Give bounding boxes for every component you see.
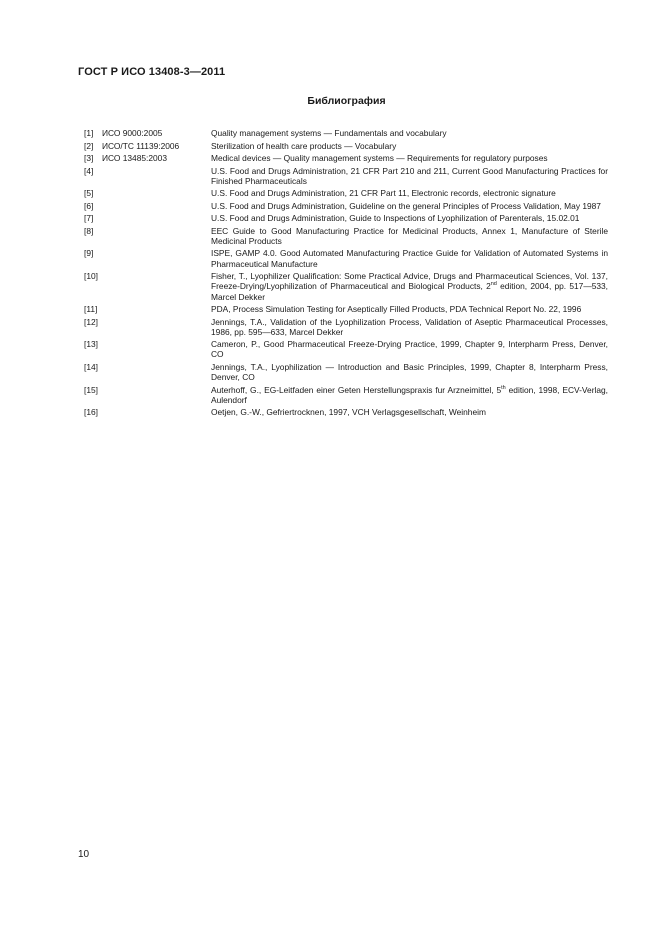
reference-code [102, 248, 211, 268]
reference-item [84, 141, 608, 151]
reference-item [84, 201, 608, 211]
reference-number: [13] [84, 339, 98, 350]
reference-number: [5] [84, 188, 94, 199]
reference-text [211, 248, 608, 268]
reference-text-main: PDA, Process Simulation Testing for Aseptically Filled Products, PDA Technical Report No. 22, 1996 [211, 304, 582, 315]
reference-item [84, 128, 608, 138]
reference-code: ИСО 13485:2003 [102, 153, 167, 163]
reference-code [102, 362, 211, 382]
reference-text [211, 362, 608, 382]
reference-number: [3] [84, 153, 94, 163]
reference-number: [16] [84, 407, 98, 418]
reference-item [84, 213, 608, 223]
reference-text [211, 317, 608, 337]
reference-code [102, 271, 211, 302]
reference-code: ИСО 9000:2005 [102, 128, 163, 138]
reference-text-main: EEC Guide to Good Manufacturing Practice for Medicinal Products, Annex 1, Manufacture of Sterile Medicinal Products [211, 225, 608, 246]
reference-text-main: Quality management systems — Fundamentals and vocabulary [211, 128, 447, 138]
reference-code [102, 385, 211, 405]
reference-text [211, 304, 608, 314]
reference-item [84, 271, 608, 302]
reference-text-main: U.S. Food and Drugs Administration, 21 CFR Part 11, Electronic records, electronic signature [211, 188, 556, 199]
reference-text [211, 271, 608, 302]
reference-number: [1] [84, 128, 94, 138]
reference-number: [14] [84, 361, 98, 372]
reference-item [84, 153, 608, 163]
reference-text-continued: edition, 1998, ECV-Verlag, Aulendorf [211, 384, 608, 405]
reference-text-main: Oetjen, G.-W., Gefriertrocknen, 1997, VCH Verlagsgesellschaft, Weinheim [211, 407, 486, 418]
reference-item [84, 339, 608, 359]
reference-number: [2] [84, 140, 94, 151]
reference-text-main: ISPE, GAMP 4.0. Good Automated Manufacturing Practice Guide for Validation of Automated Systems in Pharmaceutical Manufacture [211, 248, 608, 269]
page-number: 10 [78, 849, 90, 860]
reference-superscript: nd [490, 281, 497, 288]
reference-item [84, 385, 608, 405]
reference-code [102, 317, 211, 337]
reference-text [211, 141, 608, 151]
reference-item [84, 248, 608, 268]
reference-item [84, 362, 608, 382]
reference-code [102, 213, 211, 223]
reference-item [84, 407, 608, 417]
reference-number: [15] [84, 384, 98, 395]
reference-text [211, 226, 608, 246]
reference-text-main: U.S. Food and Drugs Administration, Guideline on the general Principles of Process Validation, May 1987 [211, 200, 601, 211]
reference-code [102, 407, 211, 417]
reference-text [211, 188, 608, 198]
reference-text-main: Jennings, T.A., Lyophilization — Introduction and Basic Principles, 1999, Chapter 8, Interpharm Press, Denver, CO [211, 361, 608, 383]
reference-text-main: U.S. Food and Drugs Administration, Guide to Inspections of Lyophilization of Parenterals, 15.02.01 [211, 213, 580, 224]
reference-list [84, 128, 608, 420]
reference-text-main: Medical devices — Quality management systems — Requirements for regulatory purposes [211, 153, 548, 163]
reference-code [102, 166, 211, 186]
reference-text-main: Cameron, P., Good Pharmaceutical Freeze-Drying Practice, 1999, Chapter 9, Interpharm Press, Denver, CO [211, 339, 608, 360]
reference-code [102, 226, 211, 246]
reference-text [211, 166, 608, 186]
reference-item [84, 317, 608, 337]
reference-text [211, 339, 608, 359]
reference-code [102, 339, 211, 359]
reference-number: [12] [84, 316, 98, 327]
reference-code [102, 304, 211, 314]
reference-code [102, 201, 211, 211]
reference-number: [10] [84, 271, 98, 282]
reference-text [211, 128, 608, 138]
reference-number: [11] [84, 304, 98, 315]
reference-item [84, 226, 608, 246]
reference-text-main: Auterhoff, G., EG-Leitfaden einer Geten Herstellungspraxis fur Arzneimittel, 5 [211, 384, 502, 395]
reference-text-main: Fisher, T., Lyophilizer Qualification: Some Practical Advice, Drugs and Pharmaceutical Sciences, Vol. 137, Freeze-Drying/Lyophilization of Pharmaceutical and Biological Products, 2 [211, 271, 608, 292]
reference-text-continued: edition, 2004, pp. 517—533, Marcel Dekker [211, 281, 609, 302]
reference-text [211, 385, 608, 405]
reference-item [84, 304, 608, 314]
reference-text [211, 153, 608, 163]
reference-text [211, 201, 608, 211]
reference-text-main: Sterilization of health care products — Vocabulary [211, 140, 397, 151]
reference-number: [6] [84, 200, 94, 211]
reference-code [102, 188, 211, 198]
document-header: ГОСТ Р ИСО 13408-3—2011 [78, 66, 226, 78]
reference-text [211, 407, 608, 417]
reference-code: ИСО/ТС 11139:2006 [102, 140, 180, 151]
reference-number: [7] [84, 213, 94, 224]
reference-item [84, 188, 608, 198]
reference-item [84, 166, 608, 186]
reference-number: [9] [84, 248, 94, 259]
reference-superscript: th [501, 384, 506, 391]
reference-text-main: Jennings, T.A., Validation of the Lyophilization Process, Validation of Aseptic Pharmaceutical Processes, 1986, pp. 595—633, Marcel Dekker [211, 316, 608, 337]
reference-number: [8] [84, 225, 94, 236]
reference-text [211, 213, 608, 223]
reference-text-main: U.S. Food and Drugs Administration, 21 CFR Part 210 and 211, Current Good Manufacturing Practices for Finished Pharmaceuticals [211, 165, 608, 186]
bibliography-title: Библиография [307, 95, 386, 107]
reference-number: [4] [84, 165, 94, 176]
